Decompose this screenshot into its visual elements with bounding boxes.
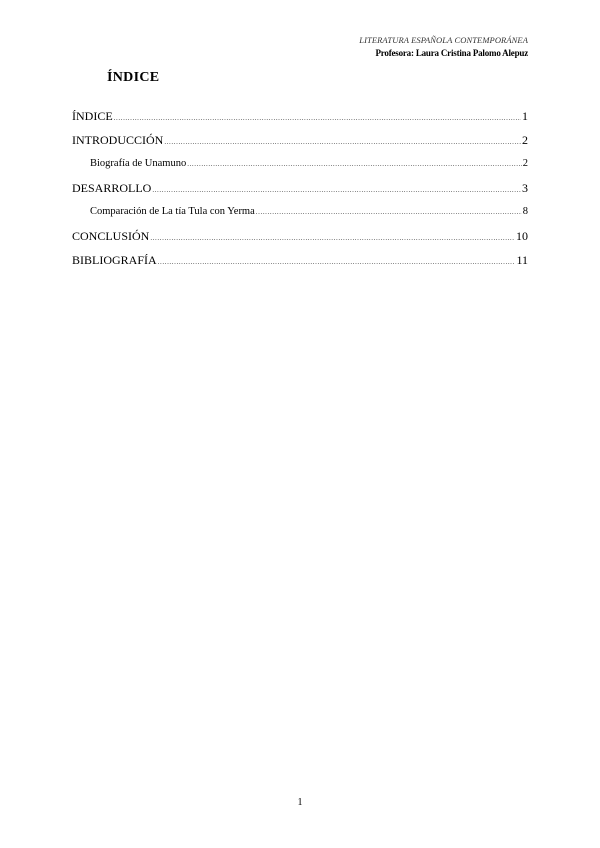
page-header <box>359 34 528 60</box>
toc-entry-label: Comparación de La tía Tula con Yerma <box>90 206 255 217</box>
toc-entry-page: 1 <box>522 109 528 123</box>
page-title: ÍNDICE <box>107 70 160 85</box>
toc-leader-dots <box>187 152 522 176</box>
toc-leader-dots <box>256 200 522 224</box>
toc-entry-label: INTRODUCCIÓN <box>72 133 164 147</box>
toc-entry-biografia[interactable] <box>72 152 528 176</box>
toc-entry-page: 3 <box>522 181 528 195</box>
toc-leader-dots <box>158 250 516 274</box>
page-number: 1 <box>297 797 303 808</box>
toc-leader-dots <box>164 130 521 154</box>
toc-entry-page: 2 <box>522 158 528 169</box>
toc-entry-label: ÍNDICE <box>72 109 113 123</box>
toc-entry-label: CONCLUSIÓN <box>72 229 150 243</box>
toc-entry-conclusion[interactable] <box>72 224 528 248</box>
header-teacher: Profesora: Laura Cristina Palomo Alepuz <box>375 48 528 58</box>
toc-entry-indice[interactable] <box>72 104 528 128</box>
toc-entry-introduccion[interactable] <box>72 128 528 152</box>
toc-entry-page: 10 <box>516 229 528 243</box>
toc-leader-dots <box>152 178 521 202</box>
toc-entry-page: 8 <box>522 206 528 217</box>
toc-leader-dots <box>150 226 515 250</box>
toc-entry-page: 11 <box>516 253 528 267</box>
toc-entry-bibliografia[interactable] <box>72 248 528 272</box>
toc-entry-comparacion[interactable] <box>72 200 528 224</box>
header-course: LITERATURA ESPAÑOLA CONTEMPORÁNEA <box>359 35 528 45</box>
toc-entry-page: 2 <box>522 133 528 147</box>
toc-entry-label: Biografía de Unamuno <box>90 158 187 169</box>
toc-leader-dots <box>114 106 521 130</box>
toc-entry-label: DESARROLLO <box>72 181 152 195</box>
toc-entry-desarrollo[interactable] <box>72 176 528 200</box>
table-of-contents <box>72 104 528 272</box>
toc-entry-label: BIBLIOGRAFÍA <box>72 253 157 267</box>
